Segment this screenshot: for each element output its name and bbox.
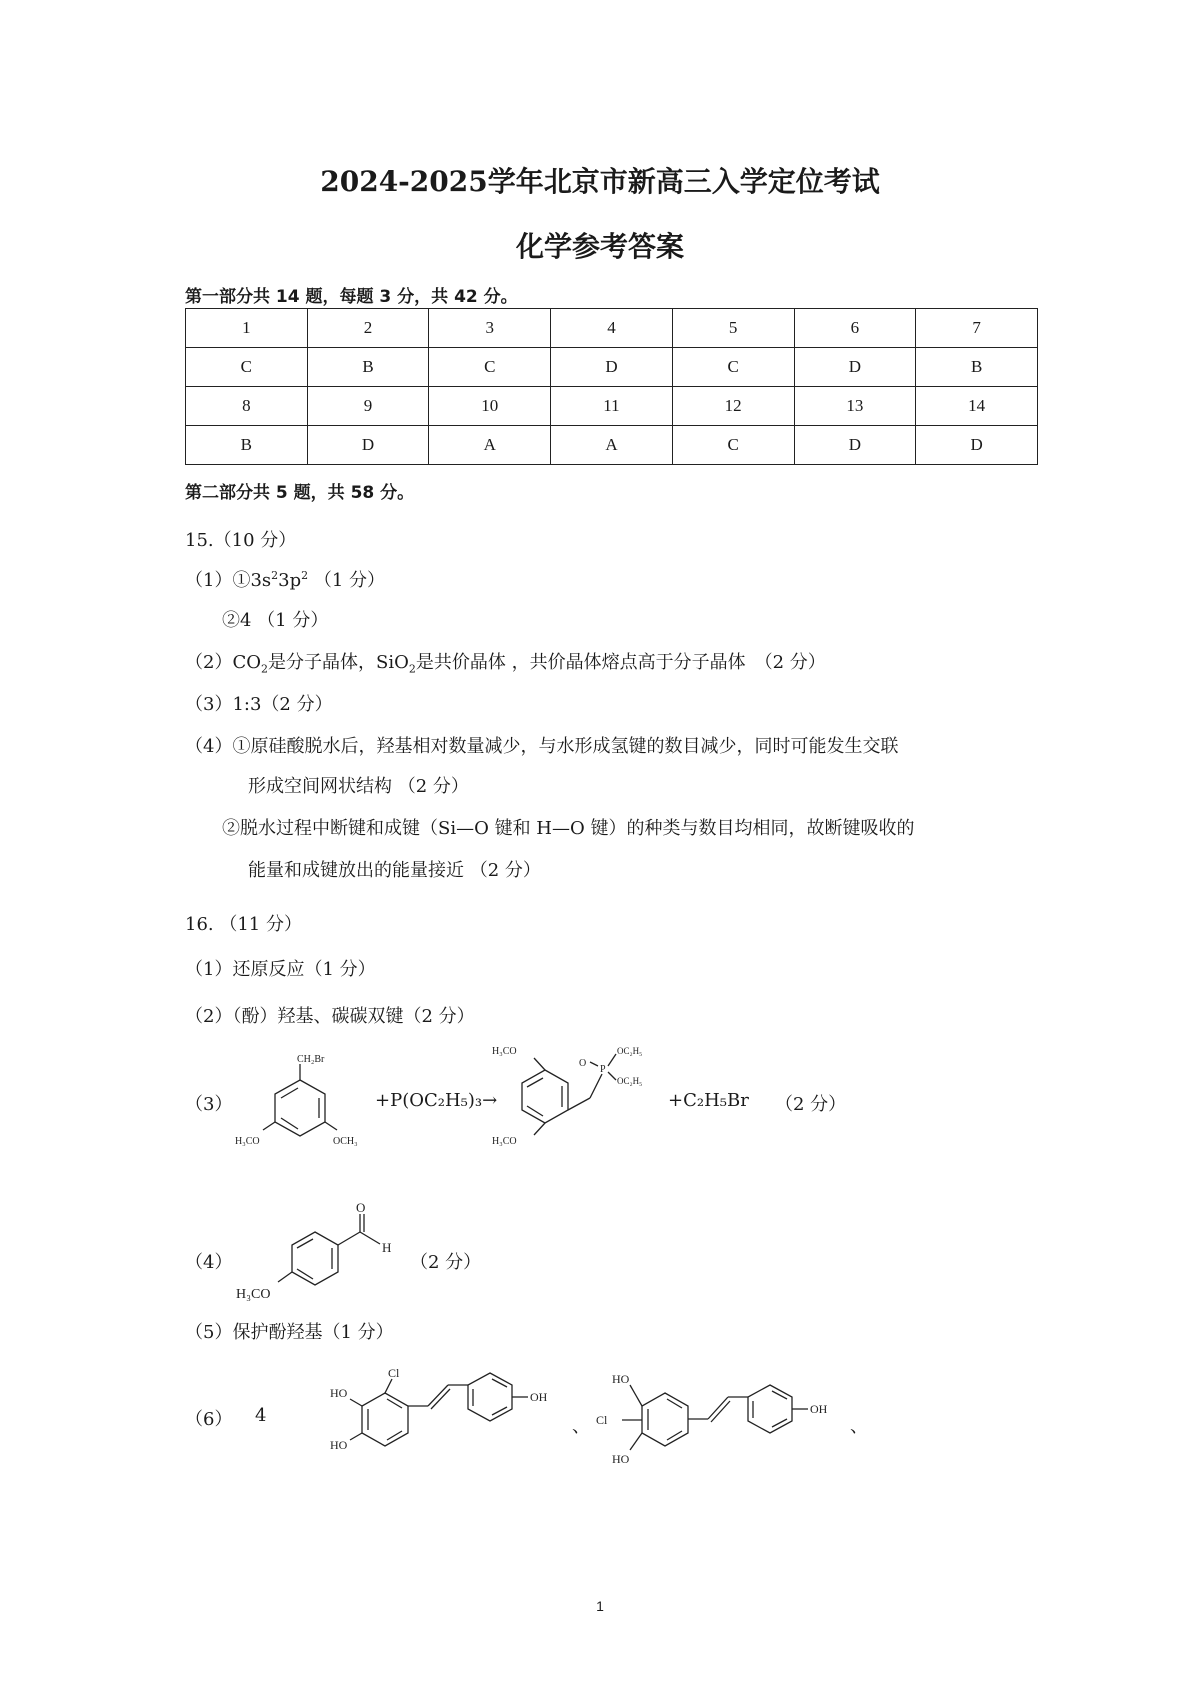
q16-answer-5: （5）保护酚羟基（1 分） xyxy=(185,1322,394,1343)
answer-cell: C xyxy=(672,348,794,387)
svg-text:H: H xyxy=(382,1240,392,1255)
answer-cell: C xyxy=(429,348,551,387)
structure-benzyl-bromide xyxy=(225,1050,375,1170)
answer-cell: C xyxy=(672,426,794,465)
svg-text:OCH₃: OCH₃ xyxy=(333,1136,358,1147)
question-number-cell: 5 xyxy=(672,309,794,348)
q16-answer-4-score: （2 分） xyxy=(410,1252,482,1273)
svg-text:OH: OH xyxy=(810,1402,828,1416)
structure-stilbene-2 xyxy=(590,1365,850,1470)
q15-answer-2: $(2)CO_2$是分子晶体，SiO$_2$是共价晶体 ，共价晶体熔点高于分子晶体 （2 分） xyxy=(185,652,826,676)
question-number-cell: 8 xyxy=(186,387,308,426)
answer-cell: D xyxy=(551,348,673,387)
q16-answer-6-label: （6） xyxy=(185,1409,233,1430)
answer-cell: A xyxy=(429,426,551,465)
svg-text:OC₂H₅: OC₂H₅ xyxy=(617,1076,643,1086)
answer-table xyxy=(185,308,1038,465)
q16-answer-4-label: （4） xyxy=(185,1252,233,1273)
q16-answer-6-value: 4 xyxy=(255,1405,267,1426)
q15-answer-1-2: ②4 （1 分） xyxy=(222,610,329,631)
question-number-cell: 2 xyxy=(307,309,429,348)
q16-answer-3-product: +C₂H₅Br xyxy=(668,1090,749,1111)
q15-answer-4-2a: ②脱水过程中断键和成键（Si—O 键和 H—O 键）的种类与数目均相同，故断键吸收的 xyxy=(222,818,915,839)
q15-answer-4-1b: 形成空间网状结构 （2 分） xyxy=(248,776,469,797)
part1-heading: 第一部分共 14 题，每题 3 分，共 42 分。 xyxy=(185,287,518,307)
svg-text:H₃CO: H₃CO xyxy=(492,1136,517,1147)
question-number-cell: 4 xyxy=(551,309,673,348)
svg-text:H₃CO: H₃CO xyxy=(235,1136,260,1147)
question-number-cell: 13 xyxy=(794,387,916,426)
svg-text:Cl: Cl xyxy=(596,1413,608,1427)
answer-cell: C xyxy=(186,348,308,387)
answer-cell: D xyxy=(794,426,916,465)
svg-text:OH: OH xyxy=(530,1390,548,1404)
answer-row xyxy=(186,426,1038,465)
svg-text:O: O xyxy=(356,1200,366,1215)
question-number-row xyxy=(186,387,1038,426)
question-number-cell: 10 xyxy=(429,387,551,426)
svg-text:HO: HO xyxy=(612,1452,630,1466)
question-number-cell: 12 xyxy=(672,387,794,426)
q15-answer-3: （3）1:3（2 分） xyxy=(185,694,333,715)
q15-answer-1-1: $(1)①3s^23p^2$ （1 分） xyxy=(185,569,386,591)
question-number-cell: 9 xyxy=(307,387,429,426)
q16-answer-2: （2）（酚）羟基、碳碳双键（2 分） xyxy=(185,1006,475,1027)
answer-cell: D xyxy=(307,426,429,465)
separator-1: 、 xyxy=(572,1416,590,1437)
svg-text:H₃CO: H₃CO xyxy=(236,1287,271,1302)
page-title: 2024-2025学年北京市新高三入学定位考试 xyxy=(320,165,880,198)
q16-answer-3-label: （3） xyxy=(185,1094,233,1115)
svg-text:HO: HO xyxy=(330,1438,348,1452)
question-number-cell: 1 xyxy=(186,309,308,348)
structure-stilbene-1 xyxy=(330,1365,570,1470)
q16-answer-1: （1）还原反应（1 分） xyxy=(185,959,376,980)
question-number-cell: 6 xyxy=(794,309,916,348)
separator-2: 、 xyxy=(850,1416,868,1437)
part2-heading: 第二部分共 5 题，共 58 分。 xyxy=(185,483,415,503)
question-number-cell: 7 xyxy=(916,309,1038,348)
answer-cell: B xyxy=(916,348,1038,387)
svg-text:H₃CO: H₃CO xyxy=(492,1046,517,1057)
question-number-row xyxy=(186,309,1038,348)
answer-cell: A xyxy=(551,426,673,465)
question-number-cell: 11 xyxy=(551,387,673,426)
svg-text:CH₂Br: CH₂Br xyxy=(297,1054,325,1065)
q16-answer-3-reagent: +P(OC₂H₅)₃→ xyxy=(375,1090,498,1111)
q15-header: 15.（10 分） xyxy=(185,530,297,551)
question-number-cell: 14 xyxy=(916,387,1038,426)
answer-cell: B xyxy=(307,348,429,387)
answer-cell: B xyxy=(186,426,308,465)
svg-text:P: P xyxy=(600,1064,606,1075)
q16-header: 16. （11 分） xyxy=(185,914,302,935)
page-subtitle: 化学参考答案 xyxy=(515,230,684,263)
svg-text:Cl: Cl xyxy=(388,1366,400,1380)
svg-text:HO: HO xyxy=(330,1386,348,1400)
svg-text:OC₂H₅: OC₂H₅ xyxy=(617,1046,643,1056)
answer-row xyxy=(186,348,1038,387)
answer-cell: D xyxy=(916,426,1038,465)
svg-text:HO: HO xyxy=(612,1372,630,1386)
q15-answer-4-1a: （4）①原硅酸脱水后，羟基相对数量减少，与水形成氢键的数目减少，同时可能发生交联 xyxy=(185,736,899,757)
q16-answer-3-score: （2 分） xyxy=(775,1094,847,1115)
answer-cell: D xyxy=(794,348,916,387)
structure-phosphonate xyxy=(490,1040,670,1155)
question-number-cell: 3 xyxy=(429,309,551,348)
structure-anisaldehyde xyxy=(230,1200,400,1310)
page-number: 1 xyxy=(596,1598,604,1614)
svg-text:O: O xyxy=(579,1058,587,1069)
q15-answer-4-2b: 能量和成键放出的能量接近 （2 分） xyxy=(248,860,541,881)
